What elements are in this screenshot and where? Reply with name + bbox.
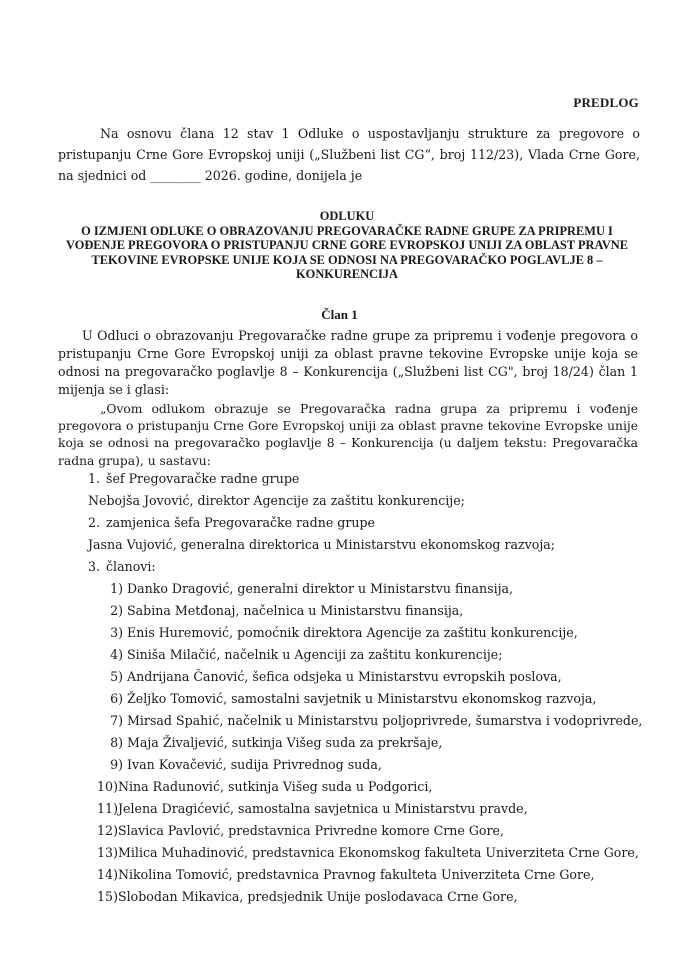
section-person: Nebojša Jovović, direktor Agencije za zaštitu konkurencije;	[88, 493, 465, 508]
section-label: šef Pregovaračke radne grupe	[106, 471, 300, 486]
member-number: 4)	[110, 647, 123, 662]
member-text: Siniša Milačić, načelnik u Agenciji za zaštitu konkurencije;	[127, 647, 503, 662]
section-label: članovi:	[106, 559, 156, 574]
member-item	[81, 757, 382, 772]
member-number: 7)	[110, 713, 123, 728]
member-text: Slavica Pavlović, predstavnica Privredne komore Crne Gore,	[118, 823, 504, 838]
member-text: Nina Radunović, sutkinja Višeg suda u Podgorici,	[118, 779, 433, 794]
member-number: 14)	[97, 867, 118, 882]
member-number: 10)	[97, 779, 118, 794]
member-number: 9)	[110, 757, 123, 772]
member-item	[81, 647, 503, 662]
member-item	[81, 889, 518, 904]
decision-title-main: ODLUKU	[319, 209, 375, 223]
member-number: 5)	[110, 669, 123, 684]
member-item	[81, 625, 578, 640]
decision-title-subject: O IZMJENI ODLUKE O OBRAZOVANJU PREGOVARAČKE RADNE GRUPE ZA PRIPREMU I VOĐENJE PREGOVORA O PRISTUPANJU CRNE GORE EVROPSKOJ UNIJI ZA OBLAST PRAVNE TEKOVINE EVROPSKE UNIJE KOJA SE ODNOSI NA PREGOVARAČKO POGLAVLJE 8 – KONKURENCIJA	[66, 223, 628, 281]
member-item	[81, 735, 442, 750]
member-item	[81, 779, 432, 794]
decision-title	[52, 209, 642, 282]
member-number: 11)	[97, 801, 118, 816]
member-item	[81, 801, 528, 816]
proposal-label: PREDLOG	[573, 95, 639, 110]
member-text: Sabina Metđonaj, načelnica u Ministarstvu finansija,	[127, 603, 464, 618]
member-number: 6)	[110, 691, 123, 706]
member-text: Nikolina Tomović, predstavnica Pravnog fakulteta Univerziteta Crne Gore,	[118, 867, 595, 882]
section-person: Jasna Vujović, generalna direktorica u Ministarstvu ekonomskog razvoja;	[88, 537, 555, 552]
intro-paragraph: Na osnovu člana 12 stav 1 Odluke o uspostavljanju strukture za pregovore o pristupanju Crne Gore Evropskoj uniji („Službeni list CG“, broj 112/23), Vlada Crne Gore, na sjednici od ________ 2026. godine, donijela je	[58, 126, 640, 183]
member-text: Ivan Kovačević, sudija Privrednog suda,	[127, 757, 382, 772]
member-item	[81, 867, 594, 882]
member-item	[81, 713, 642, 728]
member-text: Slobodan Mikavica, predsjednik Unije poslodavaca Crne Gore,	[118, 889, 518, 904]
section-number: 3.	[88, 559, 101, 574]
section-label: zamjenica šefa Pregovaračke radne grupe	[106, 515, 375, 530]
member-item	[81, 603, 463, 618]
member-text: Željko Tomović, samostalni savjetnik u Ministarstvu ekonomskog razvoja,	[127, 691, 597, 706]
member-number: 8)	[110, 735, 123, 750]
member-number: 12)	[97, 823, 118, 838]
member-text: Mirsad Spahić, načelnik u Ministarstvu poljoprivrede, šumarstva i vodoprivrede,	[127, 713, 643, 728]
article-heading: Član 1	[321, 307, 358, 322]
member-item	[81, 823, 504, 838]
member-text: Andrijana Čanović, šefica odsjeka u Ministarstvu evropskih poslova,	[127, 669, 562, 684]
member-item	[81, 845, 639, 860]
member-text: Milica Muhadinović, predstavnica Ekonomskog fakulteta Univerziteta Crne Gore,	[118, 845, 639, 860]
section-number: 2.	[88, 515, 101, 530]
member-item	[81, 669, 562, 684]
article-paragraph: U Odluci o obrazovanju Pregovaračke radne grupe za pripremu i vođenje pregovora o pristupanju Crne Gore Evropskoj uniji za oblast pravne tekovine Evropske unije koja se odnosi na pregovaračko poglavlje 8 – Konkurencija („Službeni list CG", broj 18/24) član 1 mijenja se i glasi:	[58, 328, 638, 397]
member-text: Enis Huremović, pomoćnik direktora Agencije za zaštitu konkurencije,	[127, 625, 578, 640]
member-item	[81, 691, 596, 706]
member-number: 13)	[97, 845, 118, 860]
member-number: 1)	[110, 581, 123, 596]
member-text: Maja Živaljević, sutkinja Višeg suda za prekršaje,	[127, 735, 443, 750]
member-item	[81, 581, 513, 596]
member-number: 15)	[97, 889, 118, 904]
member-number: 3)	[110, 625, 123, 640]
member-number: 2)	[110, 603, 123, 618]
section-number: 1.	[88, 471, 101, 486]
quoted-paragraph: „Ovom odlukom obrazuje se Pregovaračka radna grupa za pripremu i vođenje pregovora o pristupanju Crne Gore Evropskoj uniji za oblast pravne tekovine Evropske unije koja se odnosi na pregovaračko poglavlje 8 – Konkurencija (u daljem tekstu: Pregovaračka radna grupa), u sastavu:	[58, 402, 638, 468]
member-text: Jelena Dragićević, samostalna savjetnica u Ministarstvu pravde,	[118, 801, 528, 816]
member-text: Danko Dragović, generalni direktor u Ministarstvu finansija,	[127, 581, 514, 596]
